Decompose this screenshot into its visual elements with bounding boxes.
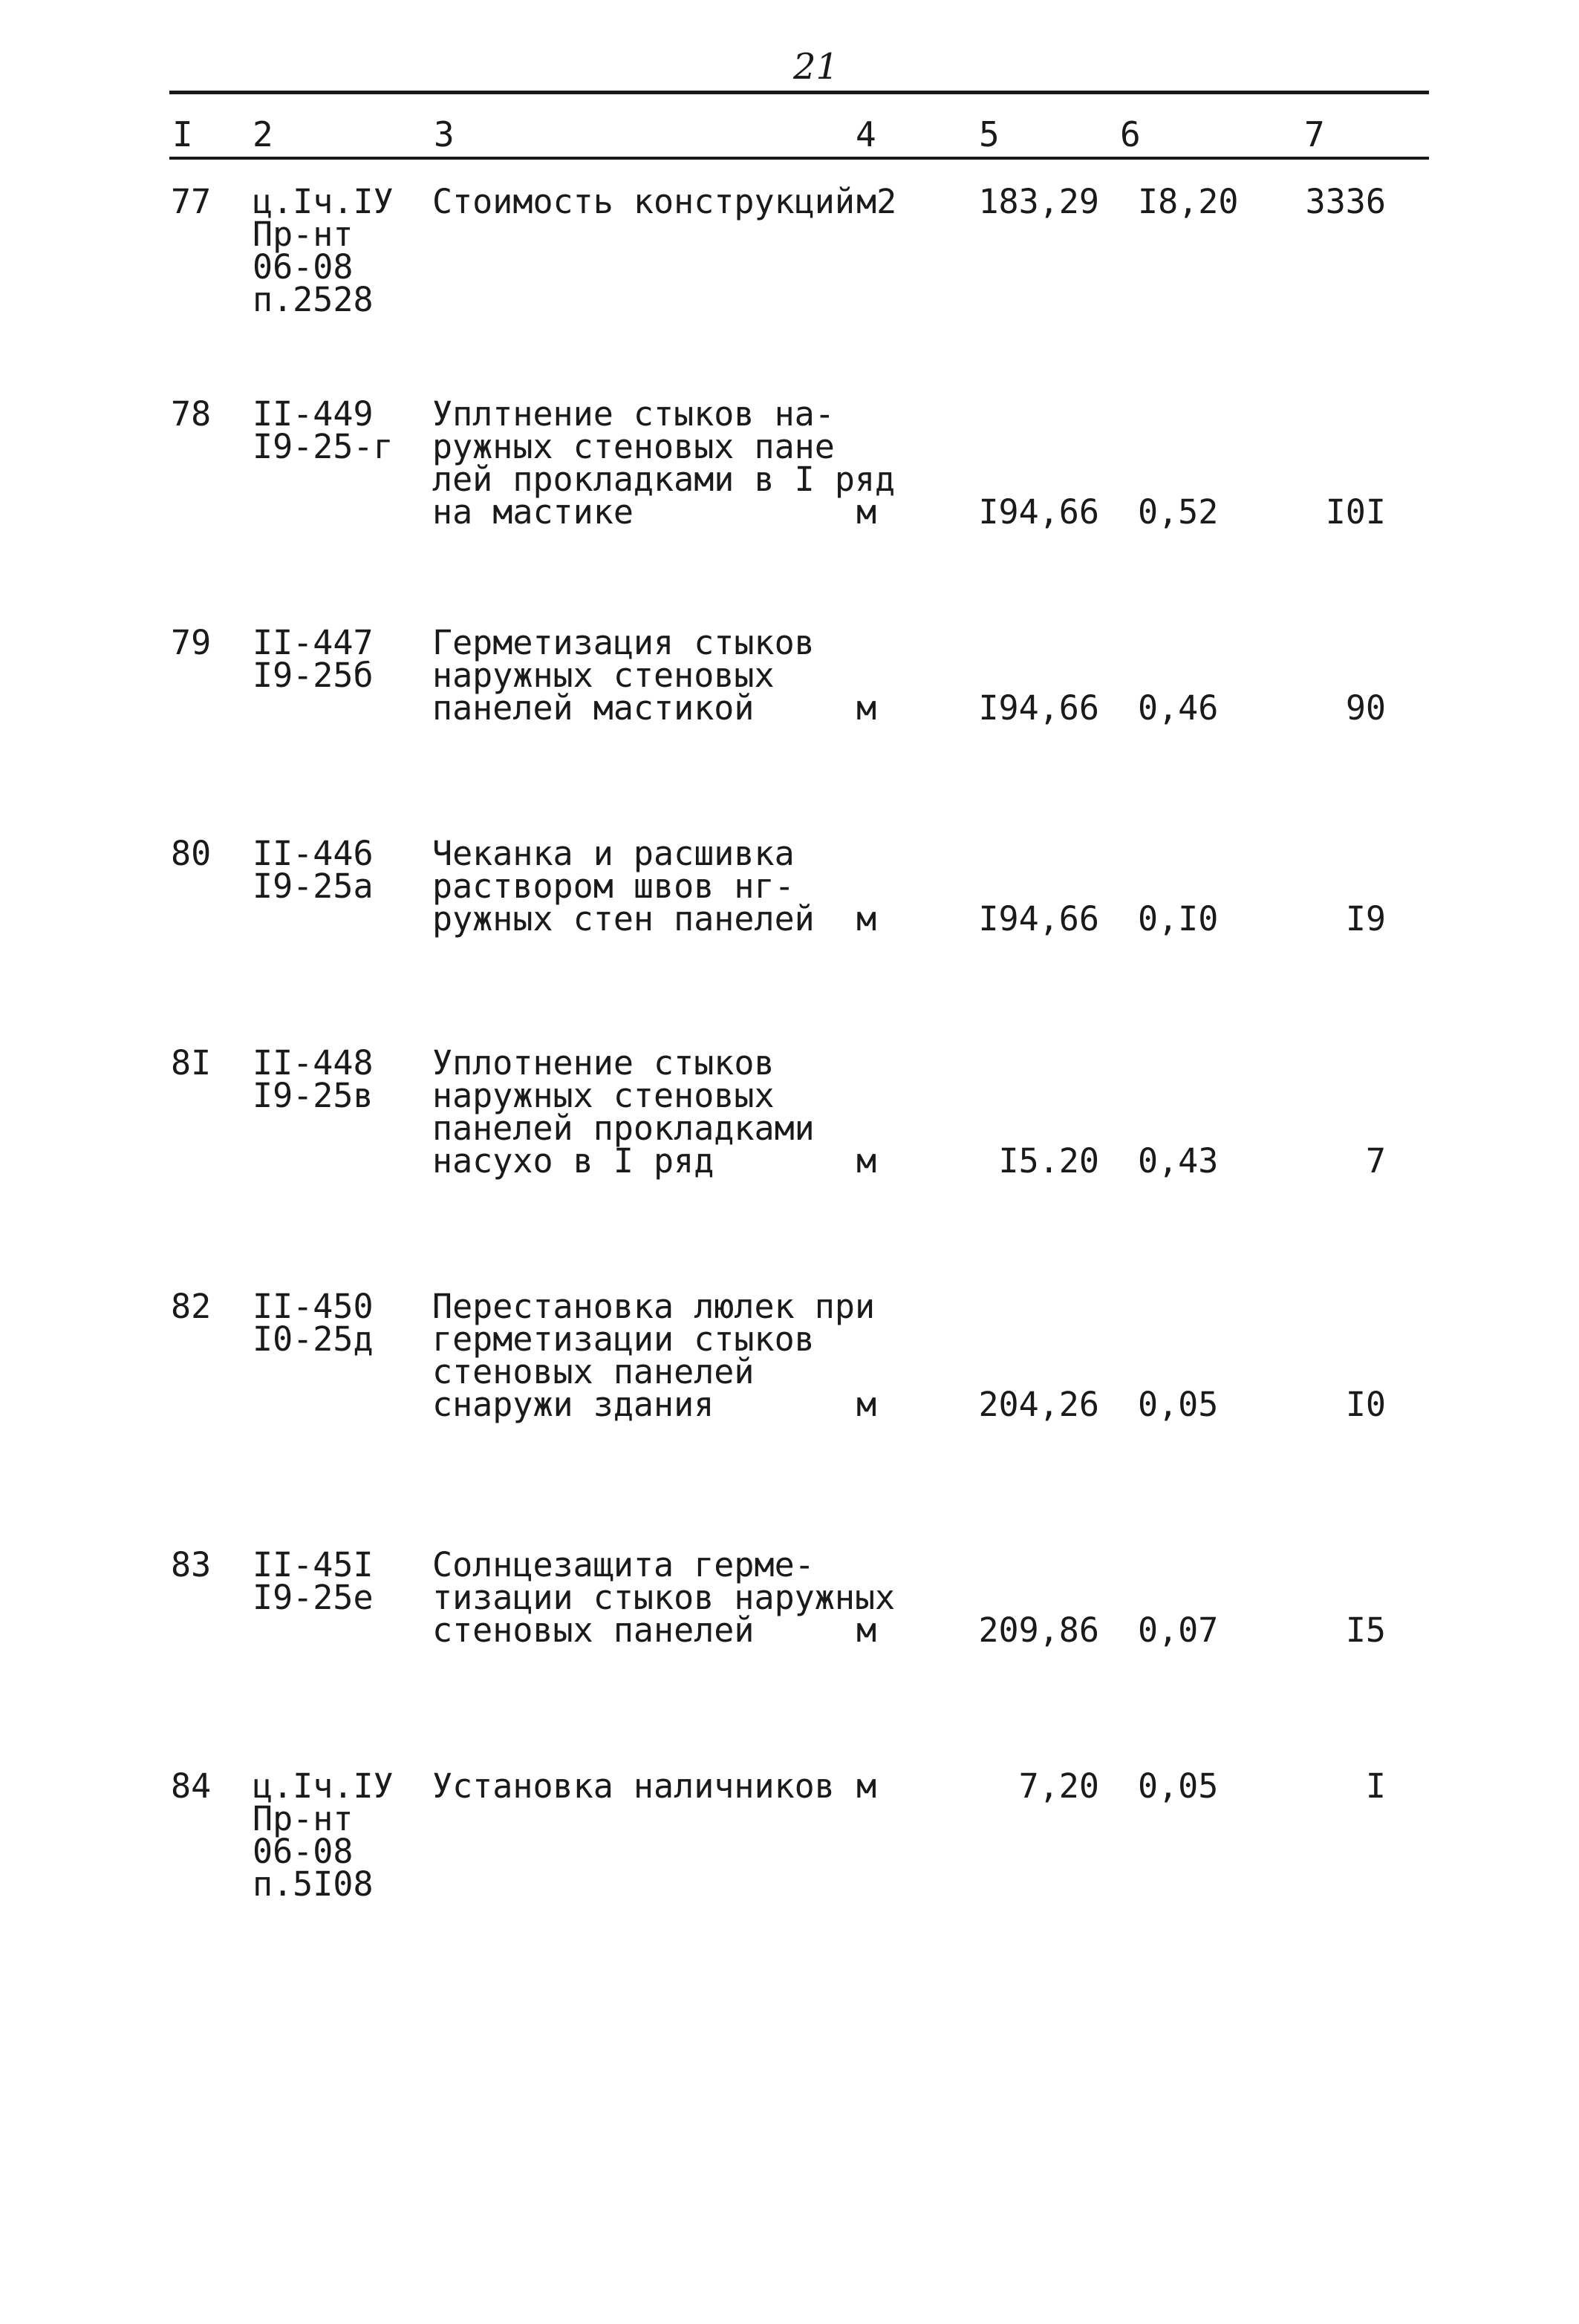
- norm-code-line: п.2528: [253, 280, 374, 319]
- norm-code: [253, 394, 394, 466]
- work-description: [432, 1545, 896, 1650]
- work-description-line: ружных стеновых пане: [432, 427, 835, 466]
- row-number: 82: [171, 1287, 212, 1326]
- norm-code-line: I9-25а: [253, 866, 374, 906]
- work-description-line: снаружи здания: [432, 1385, 714, 1424]
- column-header-5: 5: [979, 114, 1000, 154]
- quantity: I94,66: [978, 688, 1099, 728]
- norm-code-line: II-448: [253, 1043, 374, 1083]
- norm-code: [253, 834, 374, 906]
- work-description: [432, 394, 896, 532]
- norm-code-line: 06-08: [253, 247, 354, 287]
- total-cost: I9: [1345, 899, 1386, 939]
- column-header-1: I: [172, 114, 193, 154]
- work-description-line: насухо в I ряд: [432, 1141, 714, 1181]
- work-description-line: герметизации стыков: [432, 1319, 815, 1359]
- header-rule-bottom: [169, 157, 1429, 160]
- norm-code-line: Пр-нт: [253, 215, 354, 254]
- work-description-line: Уплтнение стыков на-: [432, 394, 835, 434]
- norm-code: [253, 1287, 374, 1359]
- work-description: [432, 1766, 835, 1806]
- norm-code-line: I0-25д: [253, 1319, 374, 1359]
- work-description-line: наружных стеновых: [432, 656, 775, 695]
- work-description-line: стеновых панелей: [432, 1610, 755, 1650]
- norm-code-line: II-450: [253, 1287, 374, 1326]
- norm-code-line: п.5I08: [253, 1864, 374, 1904]
- quantity: 209,86: [978, 1610, 1099, 1650]
- column-header-2: 2: [253, 114, 273, 154]
- row-number: 83: [171, 1545, 212, 1584]
- work-description-line: панелей прокладками: [432, 1109, 815, 1148]
- row-number: 79: [171, 623, 212, 662]
- unit: м: [856, 1766, 877, 1806]
- work-description-line: лей прокладками в I ряд: [432, 460, 896, 499]
- row-number: 77: [171, 182, 212, 221]
- work-description-line: Солнцезащита герме-: [432, 1545, 815, 1584]
- work-description: [432, 623, 815, 728]
- quantity: I5.20: [998, 1141, 1099, 1181]
- column-header-6: 6: [1120, 114, 1141, 154]
- work-description: [432, 1043, 815, 1181]
- unit-price: I8,20: [1138, 182, 1239, 221]
- quantity: 204,26: [978, 1385, 1099, 1424]
- work-description: [432, 1287, 877, 1424]
- row-number: 80: [171, 834, 212, 873]
- norm-code-line: II-45I: [253, 1545, 374, 1584]
- norm-code-line: I9-25е: [253, 1578, 374, 1617]
- work-description-line: Герметизация стыков: [432, 623, 815, 662]
- norm-code-line: II-447: [253, 623, 374, 662]
- header-rule-top: [169, 91, 1429, 94]
- work-description-line: Установка наличников: [432, 1766, 835, 1806]
- norm-code: [253, 1545, 374, 1617]
- total-cost: 90: [1345, 688, 1386, 728]
- quantity: 7,20: [1018, 1766, 1099, 1806]
- total-cost: I: [1365, 1766, 1386, 1806]
- row-number: 78: [171, 394, 212, 434]
- norm-code-line: I9-25-г: [253, 427, 394, 466]
- norm-code-line: ц.Iч.IУ: [253, 1766, 394, 1806]
- work-description-line: Чеканка и расшивка: [432, 834, 795, 873]
- norm-code-line: Пр-нт: [253, 1799, 354, 1838]
- total-cost: I0: [1345, 1385, 1386, 1424]
- column-header-7: 7: [1304, 114, 1325, 154]
- norm-code-line: II-446: [253, 834, 374, 873]
- unit: м: [856, 1385, 877, 1424]
- norm-code-line: II-449: [253, 394, 374, 434]
- total-cost: I5: [1345, 1610, 1386, 1650]
- row-number: 8I: [171, 1043, 212, 1083]
- work-description: [432, 834, 815, 939]
- unit: м: [856, 899, 877, 939]
- unit-price: 0,I0: [1138, 899, 1219, 939]
- unit-price: 0,46: [1138, 688, 1219, 728]
- unit: м: [856, 688, 877, 728]
- column-header-3: 3: [434, 114, 455, 154]
- norm-code-line: ц.Iч.IУ: [253, 182, 394, 221]
- norm-code: [253, 623, 374, 695]
- norm-code: [253, 182, 394, 319]
- work-description-line: стеновых панелей: [432, 1352, 755, 1391]
- unit: м: [856, 492, 877, 532]
- unit: м: [856, 1141, 877, 1181]
- norm-code-line: I9-25б: [253, 656, 374, 695]
- total-cost: 3336: [1305, 182, 1386, 221]
- page-number: 21: [793, 46, 839, 88]
- work-description-line: Уплотнение стыков: [432, 1043, 775, 1083]
- norm-code: [253, 1043, 374, 1115]
- quantity: 183,29: [978, 182, 1099, 221]
- unit-price: 0,05: [1138, 1385, 1219, 1424]
- column-header-4: 4: [856, 114, 876, 154]
- work-description-line: Перестановка люлек при: [432, 1287, 876, 1326]
- unit-price: 0,07: [1138, 1610, 1219, 1650]
- row-number: 84: [171, 1766, 212, 1806]
- total-cost: I0I: [1325, 492, 1386, 532]
- unit: м: [856, 1610, 877, 1650]
- norm-code: [253, 1766, 394, 1904]
- work-description-line: раствором швов нг-: [432, 866, 795, 906]
- unit-price: 0,43: [1138, 1141, 1219, 1181]
- total-cost: 7: [1365, 1141, 1386, 1181]
- unit-price: 0,52: [1138, 492, 1219, 532]
- unit-price: 0,05: [1138, 1766, 1219, 1806]
- work-description-line: панелей мастикой: [432, 688, 755, 728]
- work-description: [432, 182, 855, 221]
- work-description-line: ружных стен панелей: [432, 899, 815, 939]
- norm-code-line: I9-25в: [253, 1076, 374, 1115]
- norm-code-line: 06-08: [253, 1832, 354, 1871]
- unit: м2: [856, 182, 897, 221]
- work-description-line: на мастике: [432, 492, 634, 532]
- quantity: I94,66: [978, 899, 1099, 939]
- quantity: I94,66: [978, 492, 1099, 532]
- work-description-line: Стоимость конструкций: [432, 182, 855, 221]
- work-description-line: тизации стыков наружных: [432, 1578, 896, 1617]
- work-description-line: наружных стеновых: [432, 1076, 775, 1115]
